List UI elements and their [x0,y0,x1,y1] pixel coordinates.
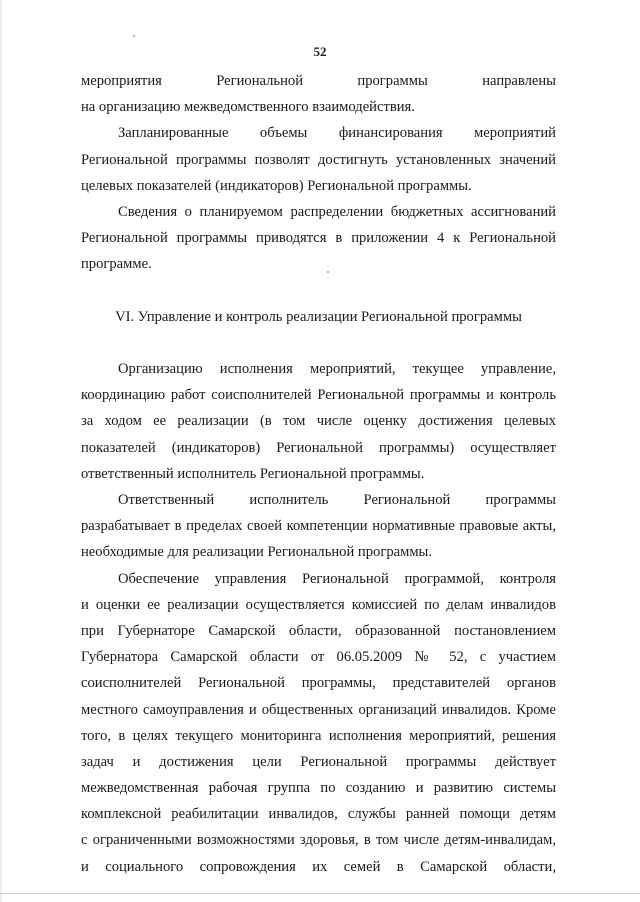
text-line: мероприятия Региональной программы направлены [81,73,556,89]
page-number: 52 [313,44,327,59]
text-line: за ходом ее реализации (в том числе оценку достижения целевых [81,413,556,430]
blank-line [81,278,556,304]
scan-left-shadow [0,0,3,902]
text-line: целевых показателей (индикаторов) Региональной программы. [81,177,472,194]
text-line: Обеспечение управления Региональной программой, контроля [118,570,556,587]
text-line: при Губернаторе Самарской области, образованной постановлением [81,622,556,639]
text-line: того, в целях текущего мониторинга исполнения мероприятий, решения [81,727,556,744]
text-line: Запланированные объемы финансирования мероприятий [118,125,556,142]
scan-speck [133,35,135,37]
text-line: и оценки ее реализации осуществляется комиссией по делам инвалидов [81,596,556,613]
scan-bottom-edge [0,893,640,894]
section-heading: VI. Управление и контроль реализации Региональной программы [115,308,522,325]
text-line: Региональной программы приводятся в приложении 4 к Региональной [81,230,556,247]
body-text [81,68,556,880]
text-line: необходимые для реализации Региональной программы. [81,544,433,561]
text-line: показателей (индикаторов) Региональной программы) осуществляет [81,439,556,456]
text-line: Организацию исполнения мероприятий, текущее управление, [118,361,556,378]
blank-line [81,330,556,356]
text-line: Ответственный исполнитель Региональной программы [118,492,556,508]
text-line: комплексной реабилитации инвалидов, службы ранней помощи детям [81,806,556,823]
text-line: на организацию межведомственного взаимодействия. [81,99,415,116]
text-line: и социального сопровождения их семей в Самарской области, [81,858,556,875]
text-line: Региональной программы позволят достигнуть установленных значений [81,151,556,168]
scan-speck [327,271,329,273]
text-line: соисполнителей Региональной программы, представителей органов [81,675,556,692]
text-line: ответственный исполнитель Региональной программы. [81,465,425,482]
text-line: с ограниченными возможностями здоровья, в том числе детям-инвалидам, [81,832,556,849]
text-line: Сведения о планируемом распределении бюджетных ассигнований [118,203,556,220]
text-line: Губернатора Самарской области от 06.05.2009 № 52, с участием [81,649,556,666]
text-line: задач и достижения цели Региональной программы действует [81,753,556,770]
text-line: межведомственная рабочая группа по созданию и развитию системы [81,780,556,797]
text-line: местного самоуправления и общественных организаций инвалидов. Кроме [81,701,556,718]
text-line: координацию работ соисполнителей Региональной программы и контроль [81,387,556,404]
text-line: программе. [81,256,152,273]
text-line: разрабатывает в пределах своей компетенции нормативные правовые акты, [81,518,556,535]
